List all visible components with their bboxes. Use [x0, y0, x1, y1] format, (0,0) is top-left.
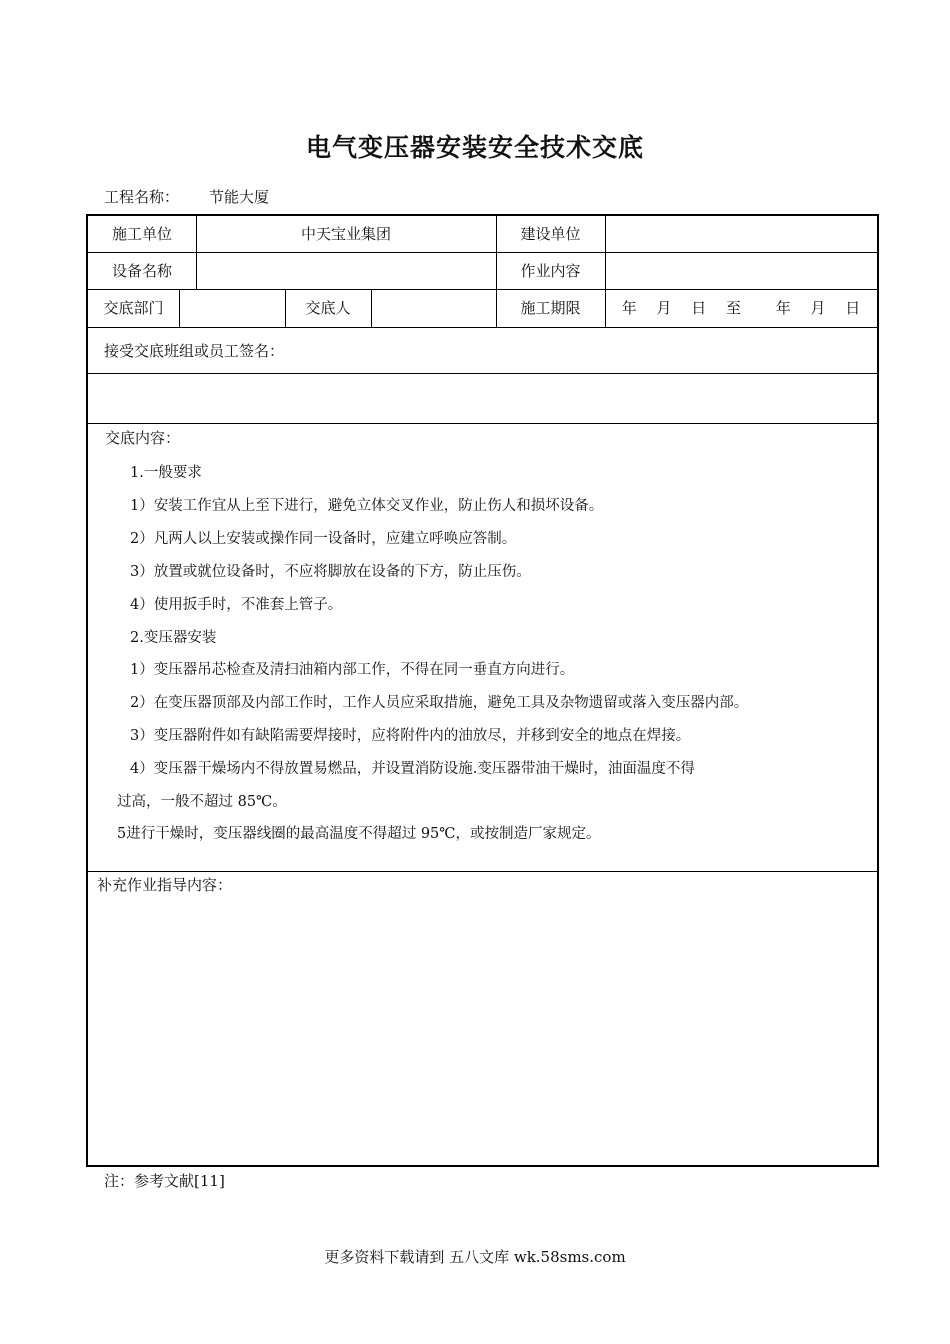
content-line: 1）安装工作宜从上至下进行，避免立体交叉作业，防止伤人和损坏设备。 [130, 498, 604, 514]
supplement-label: 补充作业指导内容： [97, 876, 233, 894]
document-title: 电气变压器安装安全技术交底 [305, 133, 644, 162]
row-divider [88, 289, 877, 290]
project-name-label: 工程名称： [104, 188, 180, 206]
briefing-dept-label: 交底部门 [103, 299, 164, 317]
footer-link-text[interactable]: 更多资料下载请到 五八文库 wk.58sms.com [324, 1248, 626, 1266]
column-divider [179, 289, 180, 327]
project-name-value: 节能大厦 [209, 188, 270, 206]
content-line: 4）使用扳手时，不准套上管子。 [130, 597, 343, 613]
content-line: 过高，一般不超过 85℃。 [117, 794, 287, 810]
reference-note: 注：参考文献[11] [104, 1172, 225, 1190]
content-line: 1）变压器吊芯检查及清扫油箱内部工作，不得在同一垂直方向进行。 [130, 662, 575, 678]
content-line: 4）变压器干燥场内不得放置易燃品，并设置消防设施.变压器带油干燥时，油面温度不得 [130, 761, 695, 777]
briefing-person-label: 交底人 [305, 299, 351, 317]
content-label: 交底内容： [105, 429, 181, 447]
equipment-name-label: 设备名称 [111, 262, 172, 280]
content-line: 2.变压器安装 [130, 630, 217, 646]
construction-unit-value: 中天宝业集团 [300, 225, 391, 243]
construction-period-value: 年 月 日 至 年 月 日 [621, 299, 861, 317]
project-name-line [104, 186, 269, 207]
work-content-label: 作业内容 [520, 262, 581, 280]
content-line: 3）变压器附件如有缺陷需要焊接时，应将附件内的油放尽，并移到安全的地点在焊接。 [130, 728, 691, 744]
construction-unit-label: 施工单位 [111, 225, 172, 243]
briefing-table [86, 214, 879, 1167]
row-divider [88, 871, 877, 872]
column-divider [371, 289, 372, 327]
signature-label: 接受交底班组或员工签名： [104, 342, 285, 360]
content-line: 3）放置或就位设备时，不应将脚放在设备的下方，防止压伤。 [130, 564, 531, 580]
content-line: 5进行干燥时，变压器线圈的最高温度不得超过 95℃，或按制造厂家规定。 [117, 826, 601, 842]
content-line: 2）在变压器顶部及内部工作时，工作人员应采取措施，避免工具及杂物遗留或落入变压器内部。 [130, 695, 749, 711]
content-line: 2）凡两人以上安装或操作同一设备时，应建立呼唤应答制。 [130, 531, 517, 547]
row-divider [88, 252, 877, 253]
row-divider [88, 327, 877, 328]
row-divider [88, 373, 877, 374]
content-line: 1.一般要求 [130, 465, 202, 481]
row-divider [88, 423, 877, 424]
construction-period-label: 施工期限 [520, 299, 581, 317]
owner-unit-label: 建设单位 [520, 225, 581, 243]
